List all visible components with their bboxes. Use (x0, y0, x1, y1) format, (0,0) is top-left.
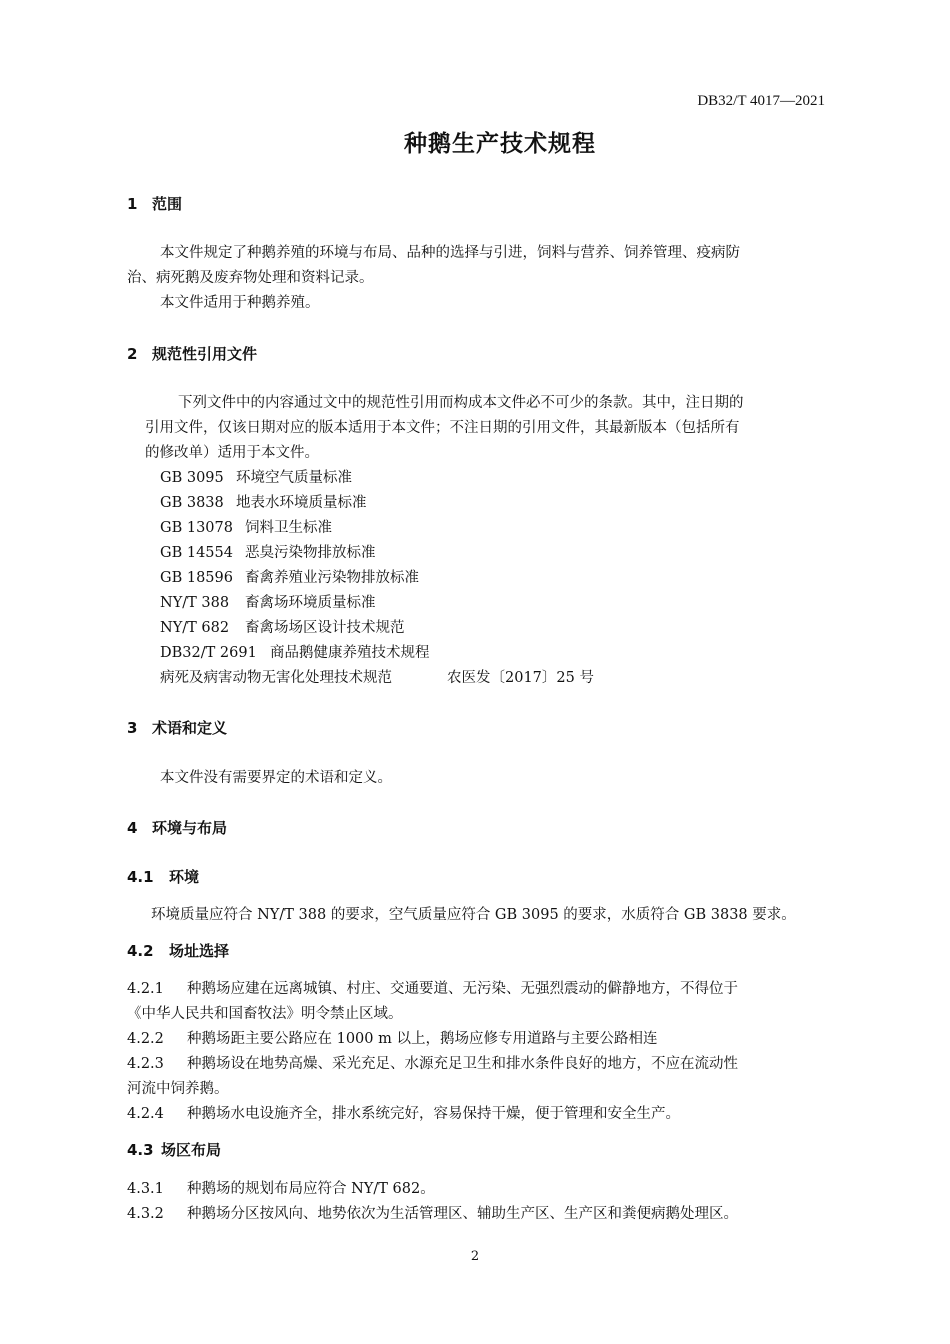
reference-item: GB 18596 畜禽养殖业污染物排放标准 (160, 570, 419, 586)
section-heading: 1 范围 (127, 195, 183, 213)
document-id: DB32/T 4017—2021 (697, 93, 825, 109)
clause-line: 河流中饲养鹅。 (127, 1081, 229, 1097)
paragraph-line: 环境质量应符合 NY/T 388 的要求，空气质量应符合 GB 3095 的要求，水质符合 GB 3838 要求。 (151, 907, 796, 923)
reference-item: NY/T 682 畜禽场场区设计技术规范 (160, 620, 405, 636)
reference-item: DB32/T 2691 商品鹅健康养殖技术规程 (160, 645, 430, 661)
reference-item: GB 13078 饲料卫生标准 (160, 520, 332, 536)
subsection-heading: 4.2 场址选择 (127, 942, 230, 960)
paragraph-line: 引用文件，仅该日期对应的版本适用于本文件；不注日期的引用文件，其最新版本（包括所有 (145, 420, 740, 436)
section-heading: 2 规范性引用文件 (127, 345, 258, 363)
paragraph-line: 本文件规定了种鹅养殖的环境与布局、品种的选择与引进，饲料与营养、饲养管理、疫病防 (160, 245, 740, 261)
clause-line: 《中华人民共和国畜牧法》明令禁止区域。 (127, 1006, 403, 1022)
clause-line: 4.2.1 种鹅场应建在远离城镇、村庄、交通要道、无污染、无强烈震动的僻静地方，不得位于 (127, 981, 738, 997)
reference-item: NY/T 388 畜禽场环境质量标准 (160, 595, 376, 611)
subsection-heading: 4.3 场区布局 (127, 1141, 222, 1159)
reference-item: GB 14554 恶臭污染物排放标准 (160, 545, 376, 561)
clause-line: 4.2.2 种鹅场距主要公路应在 1000 m 以上，鹅场应修专用道路与主要公路相连 (127, 1031, 658, 1047)
reference-item: GB 3095 环境空气质量标准 (160, 470, 352, 486)
section-heading: 3 术语和定义 (127, 719, 228, 737)
paragraph-line: 的修改单）适用于本文件。 (145, 445, 319, 461)
clause-line: 4.2.4 种鹅场水电设施齐全，排水系统完好，容易保持干燥，便于管理和安全生产。 (127, 1106, 680, 1122)
clause-line: 4.3.2 种鹅场分区按风向、地势依次为生活管理区、辅助生产区、生产区和粪便病鹅处理区。 (127, 1206, 738, 1222)
subsection-heading: 4.1 环境 (127, 868, 200, 886)
clause-line: 4.2.3 种鹅场设在地势高燥、采光充足、水源充足卫生和排水条件良好的地方，不应在流动性 (127, 1056, 738, 1072)
clause-line: 4.3.1 种鹅场的规划布局应符合 NY/T 682。 (127, 1181, 435, 1197)
reference-item: GB 3838 地表水环境质量标准 (160, 495, 367, 511)
paragraph-line: 本文件适用于种鹅养殖。 (160, 295, 320, 311)
paragraph-line: 下列文件中的内容通过文中的规范性引用而构成本文件必不可少的条款。其中，注日期的 (178, 395, 744, 411)
section-heading: 4 环境与布局 (127, 819, 228, 837)
paragraph-line: 本文件没有需要界定的术语和定义。 (160, 770, 392, 786)
document-title: 种鹅生产技术规程 (404, 131, 596, 157)
page-number: 2 (470, 1249, 480, 1264)
paragraph-line: 治、病死鹅及废弃物处理和资料记录。 (127, 270, 374, 286)
reference-item: 病死及病害动物无害化处理技术规范 农医发〔2017〕25 号 (160, 670, 594, 686)
